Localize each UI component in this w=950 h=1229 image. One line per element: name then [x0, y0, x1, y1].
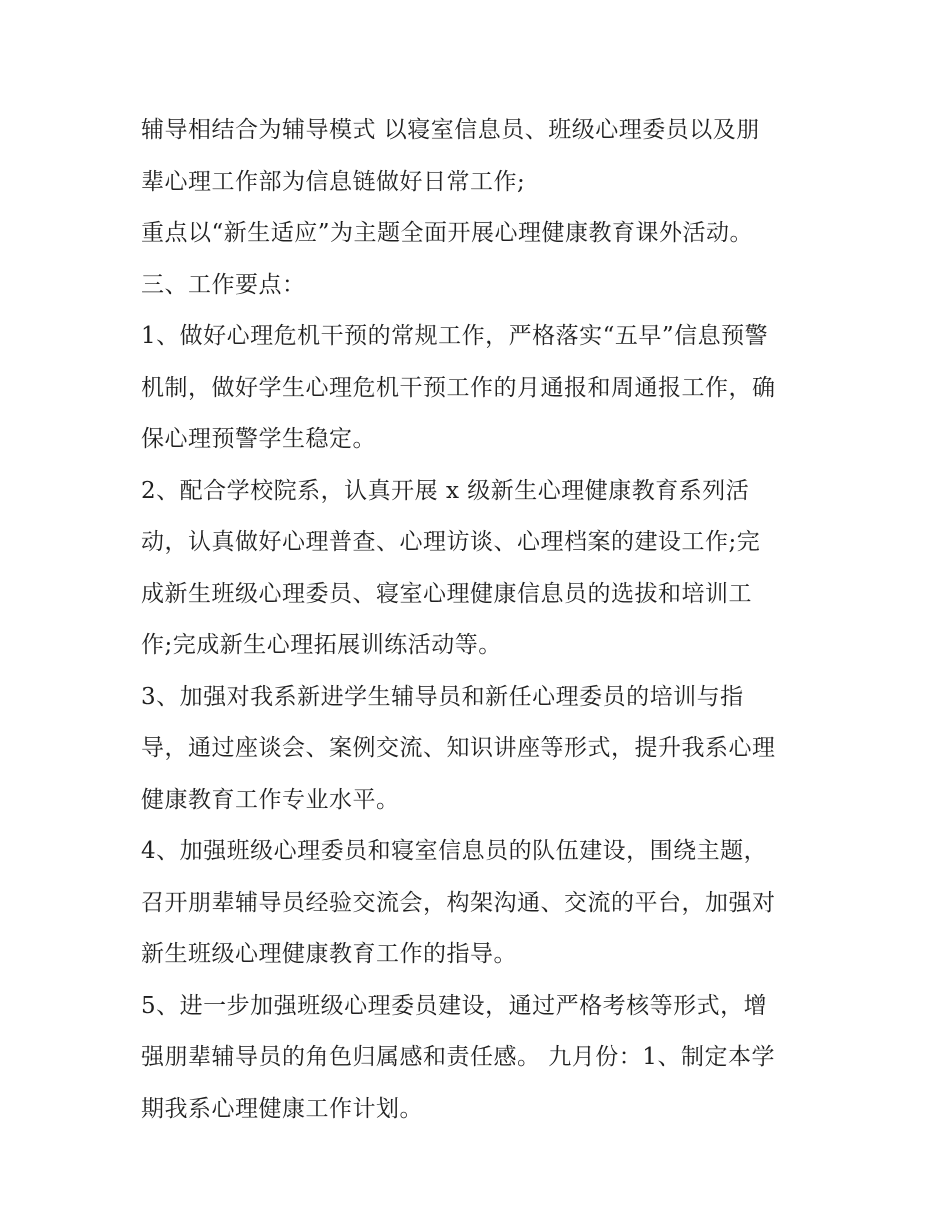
text-line-19: 强朋辈辅导员的角色归属感和责任感。 九月份：1、制定本学 [141, 1044, 775, 1070]
text-line-13: 导，通过座谈会、案例交流、知识讲座等形式，提升我系心理 [141, 735, 776, 761]
text-line-10: 成新生班级心理委员、寝室心理健康信息员的选拔和培训工 [141, 580, 752, 607]
text-line-14: 健康教育工作专业水平。 [141, 786, 400, 813]
text-line-12: 3、加强对我系新进学生辅导员和新任心理委员的培训与指 [141, 683, 744, 710]
text-line-3: 重点以“新生适应”为主题全面开展心理健康教育课外活动。 [141, 220, 754, 246]
text-line-15: 4、加强班级心理委员和寝室信息员的队伍建设，围绕主题， [141, 838, 768, 864]
text-line-6: 机制，做好学生心理危机干预工作的月通报和周通报工作，确 [141, 374, 776, 401]
text-line-2: 辈心理工作部为信息链做好日常工作; [141, 168, 526, 195]
text-line-16: 召开朋辈辅导员经验交流会，构架沟通、交流的平台，加强对 [141, 889, 776, 916]
text-line-11: 作;完成新生心理拓展训练活动等。 [141, 632, 502, 658]
text-line-17: 新生班级心理健康教育工作的指导。 [141, 941, 517, 967]
text-line-20: 期我系心理健康工作计划。 [141, 1095, 423, 1122]
text-line-8: 2、配合学校院系，认真开展 x 级新生心理健康教育系列活 [141, 477, 750, 504]
document-body [141, 108, 821, 1138]
text-line-1: 辅导相结合为辅导模式 以寝室信息员、班级心理委员以及朋 [141, 117, 760, 143]
text-line-18: 5、进一步加强班级心理委员建设，通过严格考核等形式，增 [141, 992, 768, 1019]
text-line-7: 保心理预警学生稳定。 [141, 426, 376, 452]
section-heading: 三、工作要点： [141, 271, 306, 298]
text-line-5: 1、做好心理危机干预的常规工作，严格落实“五早”信息预警 [141, 323, 769, 349]
text-line-9: 动，认真做好心理普查、心理访谈、心理档案的建设工作;完 [141, 529, 761, 555]
